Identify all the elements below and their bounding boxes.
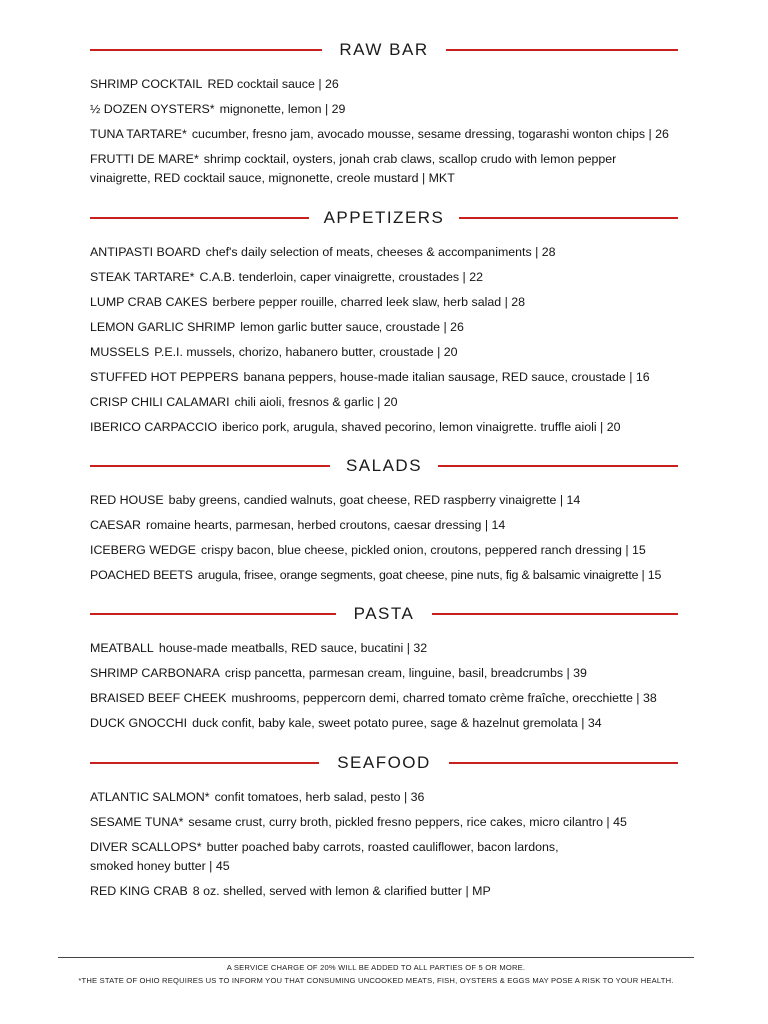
item-description: iberico pork, arugula, shaved pecorino, lemon vinaigrette. truffle aioli | 20 bbox=[222, 420, 621, 434]
menu-item bbox=[90, 243, 678, 262]
item-name: STEAK TARTARE* bbox=[90, 270, 195, 284]
item-description: romaine hearts, parmesan, herbed croutons, caesar dressing | 14 bbox=[145, 518, 506, 532]
footer-notice bbox=[58, 957, 694, 987]
menu-item bbox=[90, 125, 678, 144]
menu-item bbox=[90, 714, 678, 733]
item-name: CAESAR bbox=[90, 518, 141, 532]
item-name: FRUTTI DE MARE* bbox=[90, 152, 199, 166]
item-name: ATLANTIC SALMON* bbox=[90, 790, 210, 804]
menu-item bbox=[90, 516, 678, 535]
item-name: RED HOUSE bbox=[90, 493, 164, 507]
menu-item bbox=[90, 664, 678, 683]
service-charge-note: A SERVICE CHARGE OF 20% WILL BE ADDED TO ALL PARTIES OF 5 OR MORE. bbox=[226, 963, 526, 972]
item-description: confit tomatoes, herb salad, pesto | 36 bbox=[214, 790, 425, 804]
menu-item bbox=[90, 418, 678, 437]
item-description: baby greens, candied walnuts, goat cheese, RED raspberry vinaigrette | 14 bbox=[168, 493, 581, 507]
menu-item bbox=[90, 882, 678, 901]
menu-item bbox=[90, 566, 678, 585]
menu-item bbox=[90, 393, 678, 412]
section-title: PASTA bbox=[340, 604, 429, 623]
menu-item bbox=[90, 150, 678, 188]
section-title: RAW BAR bbox=[325, 40, 442, 59]
item-description: C.A.B. tenderloin, caper vinaigrette, croustades | 22 bbox=[199, 270, 483, 284]
item-name: ½ DOZEN OYSTERS* bbox=[90, 102, 215, 116]
item-description-continued: vinaigrette, RED cocktail sauce, mignonette, creole mustard | MKT bbox=[90, 171, 455, 185]
item-name: LUMP CRAB CAKES bbox=[90, 295, 208, 309]
item-name: DUCK GNOCCHI bbox=[90, 716, 188, 730]
item-description: sesame crust, curry broth, pickled fresno peppers, rice cakes, micro cilantro | 45 bbox=[188, 815, 627, 829]
item-description: house-made meatballs, RED sauce, bucatini | 32 bbox=[158, 641, 428, 655]
item-description: arugula, frisee, orange segments, goat cheese, pine nuts, fig & balsamic vinaigrette | 15 bbox=[197, 568, 662, 582]
item-name: IBERICO CARPACCIO bbox=[90, 420, 218, 434]
item-name: TUNA TARTARE* bbox=[90, 127, 187, 141]
item-name: SHRIMP COCKTAIL bbox=[90, 77, 203, 91]
section-raw-bar bbox=[90, 38, 678, 194]
menu-item bbox=[90, 813, 678, 832]
item-name: SHRIMP CARBONARA bbox=[90, 666, 220, 680]
menu-item bbox=[90, 788, 678, 807]
item-description: berbere pepper rouille, charred leek slaw, herb salad | 28 bbox=[212, 295, 526, 309]
item-name: CRISP CHILI CALAMARI bbox=[90, 395, 230, 409]
item-name: STUFFED HOT PEPPERS bbox=[90, 370, 239, 384]
item-description: crispy bacon, blue cheese, pickled onion, croutons, peppered ranch dressing | 15 bbox=[201, 543, 646, 557]
item-description-continued: smoked honey butter | 45 bbox=[90, 859, 230, 873]
section-header bbox=[90, 454, 678, 478]
item-name: SESAME TUNA* bbox=[90, 815, 184, 829]
menu-item bbox=[90, 75, 678, 94]
section-appetizers bbox=[90, 206, 678, 443]
item-description: crisp pancetta, parmesan cream, linguine, basil, breadcrumbs | 39 bbox=[224, 666, 587, 680]
menu-item bbox=[90, 293, 678, 312]
health-advisory-note: *THE STATE OF OHIO REQUIRES US TO INFORM YOU THAT CONSUMING UNCOOKED MEATS, FISH, OYSTERS & EGGS MAY POSE A RISK TO YOUR HEALTH. bbox=[78, 976, 674, 985]
item-description: cucumber, fresno jam, avocado mousse, sesame dressing, togarashi wonton chips | 26 bbox=[191, 127, 669, 141]
item-name: MEATBALL bbox=[90, 641, 154, 655]
section-seafood bbox=[90, 751, 678, 907]
section-title: SEAFOOD bbox=[323, 753, 445, 772]
item-description: mushrooms, peppercorn demi, charred tomato crème fraîche, orecchiette | 38 bbox=[231, 691, 657, 705]
item-description: mignonette, lemon | 29 bbox=[219, 102, 346, 116]
item-name: DIVER SCALLOPS* bbox=[90, 840, 202, 854]
menu-item bbox=[90, 491, 678, 510]
item-name: MUSSELS bbox=[90, 345, 150, 359]
menu-item bbox=[90, 541, 678, 560]
menu-item bbox=[90, 268, 678, 287]
item-name: LEMON GARLIC SHRIMP bbox=[90, 320, 236, 334]
menu-item bbox=[90, 343, 678, 362]
menu-item bbox=[90, 368, 678, 387]
menu-item bbox=[90, 689, 678, 708]
item-description: RED cocktail sauce | 26 bbox=[207, 77, 339, 91]
item-name: RED KING CRAB bbox=[90, 884, 188, 898]
section-title: SALADS bbox=[332, 456, 436, 475]
section-salads bbox=[90, 454, 678, 591]
item-name: BRAISED BEEF CHEEK bbox=[90, 691, 227, 705]
menu-item bbox=[90, 100, 678, 119]
item-description: chef's daily selection of meats, cheeses & accompaniments | 28 bbox=[205, 245, 556, 259]
menu-item bbox=[90, 639, 678, 658]
section-header bbox=[90, 602, 678, 626]
item-description: shrimp cocktail, oysters, jonah crab claws, scallop crudo with lemon pepper bbox=[203, 152, 617, 166]
section-title: APPETIZERS bbox=[310, 208, 459, 227]
item-description: duck confit, baby kale, sweet potato puree, sage & hazelnut gremolata | 34 bbox=[192, 716, 602, 730]
item-description: butter poached baby carrots, roasted cauliflower, bacon lardons, bbox=[206, 840, 559, 854]
section-header bbox=[90, 38, 678, 62]
item-name: ICEBERG WEDGE bbox=[90, 543, 197, 557]
section-header bbox=[90, 206, 678, 230]
item-description: chili aioli, fresnos & garlic | 20 bbox=[234, 395, 398, 409]
item-description: P.E.I. mussels, chorizo, habanero butter, croustade | 20 bbox=[154, 345, 458, 359]
item-description: banana peppers, house-made italian sausage, RED sauce, croustade | 16 bbox=[243, 370, 650, 384]
menu-item bbox=[90, 318, 678, 337]
section-pasta bbox=[90, 602, 678, 739]
item-description: 8 oz. shelled, served with lemon & clarified butter | MP bbox=[192, 884, 491, 898]
item-name: POACHED BEETS bbox=[90, 568, 193, 582]
menu-item bbox=[90, 838, 678, 876]
item-name: ANTIPASTI BOARD bbox=[90, 245, 201, 259]
item-description: lemon garlic butter sauce, croustade | 26 bbox=[240, 320, 464, 334]
section-header bbox=[90, 751, 678, 775]
